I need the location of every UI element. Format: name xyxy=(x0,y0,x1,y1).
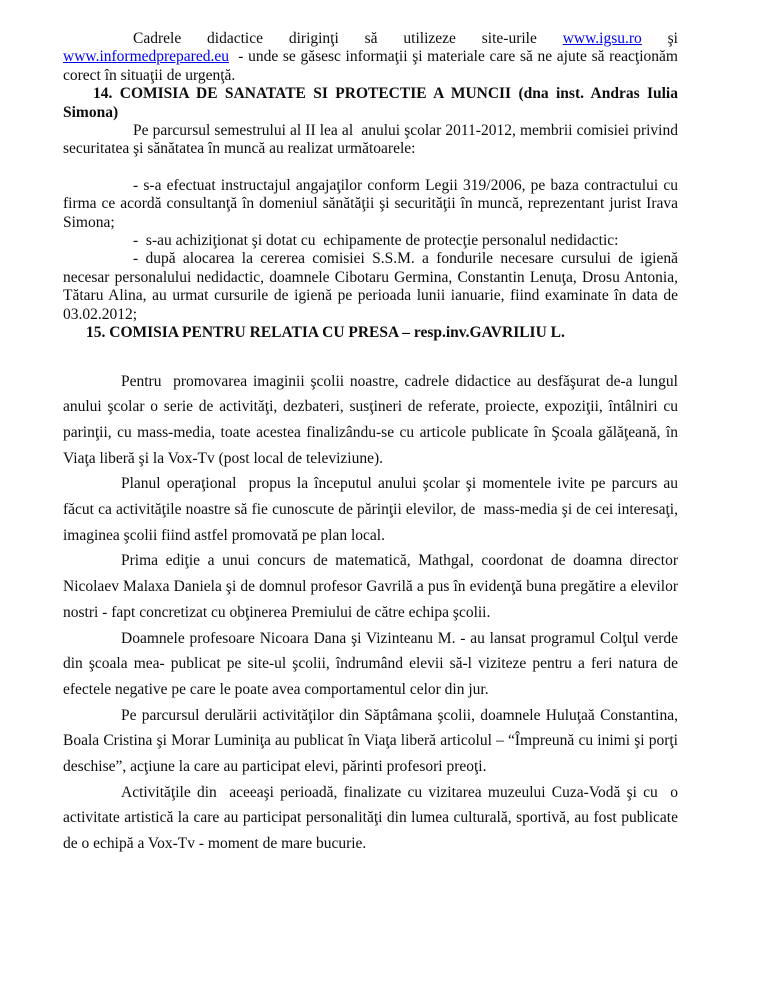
section-14-item-list xyxy=(63,176,682,324)
section-15-paragraph: Pe parcursul derulării activităţilor din Săptâmana şcolii, doamnele Huluţaă Constantina, Boala Cristina şi Morar Luminiţa au publicat în Viaţa liberă articolul – “Împreună cu inimi şi porţi deschise”, acţiune la care au participat elevi, părinti profesori preoţi. xyxy=(63,706,682,776)
section-15-paragraph: Doamnele profesoare Nicoara Dana şi Vizinteanu M. - au lansat programul Colţul verde din şcoala mea- publicat pe site-ul şcolii, îndrumând elevii să-l viziteze pentru a feri natura de efectele negative pe care le poate avea comportamentul celor din jur. xyxy=(63,629,682,698)
intro-text-after-links: - unde se găsesc informaţii şi materiale care să ne ajute să reacţionăm corect în situaţii de urgenţă. xyxy=(63,48,682,84)
section-15-paragraph: Prima ediţie a unui concurs de matematică, Mathgal, coordonat de doamna director Nicolaev Malaxa Daniela şi de domnul profesor Gavrilă a pus în evidenţă buna pregătire a elevilor nostri - fapt concretizat cu obţinerea Premiului de către echipa şcolii. xyxy=(63,552,682,621)
link-igsu-ro[interactable]: www.igsu.ro xyxy=(562,30,642,47)
section-14-list-item: - s-a efectuat instructajul angajaţilor conform Legii 319/2006, pe baza contractului cu firma ce acordă consultanţă în domeniul sănătăţii şi securităţii în muncă, reprezentant jurist Irava Simona; xyxy=(63,176,682,231)
section-14-lead-paragraph: Pe parcursul semestrului al II lea al anului şcolar 2011-2012, membrii comisiei privind securitatea şi sănătatea în muncă au realizat următoarele: xyxy=(63,122,682,158)
section-14-list-item: - s-au achiziţionat şi dotat cu echipamente de protecţie personalul nedidactic: xyxy=(133,232,619,250)
document-content xyxy=(63,30,682,857)
section-15-paragraph: Activităţile din aceeaşi perioadă, finalizate cu vizitarea muzeului Cuza-Vodă şi cu o activitate artistică la care au participat personalităţi din lumea culturală, sportivă, au fost publicate de o echipă a Vox-Tv - moment de mare bucurie. xyxy=(63,783,682,853)
section-15-heading: 15. COMISIA PENTRU RELATIA CU PRESA – resp.inv.GAVRILIU L. xyxy=(86,324,565,342)
section-15-paragraph: Planul operaţional propus la începutul anului şcolar şi momentele ivite pe parcurs au făcut ca activităţile noastre să fie cunoscute de părinţii elevilor, de mass-media şi de cei interesaţi, imaginea şcolii fiind astfel promovată pe plan local. xyxy=(63,475,682,544)
intro-text-before-links: Cadrele didactice diriginţi să utilizeze site-urile xyxy=(133,30,563,47)
section-14-heading: 14. COMISIA DE SANATATE SI PROTECTIE A MUNCII (dna inst. Andras Iulia Simona) xyxy=(63,85,682,121)
intro-paragraph xyxy=(63,30,682,85)
section-14-list-item: - după alocarea la cererea comisiei S.S.M. a fondurile necesare cursului de igienă necesar personalului nedidactic, doamnele Cibotaru Germina, Constantin Lenuţa, Drosu Antonia, Tătaru Alina, au urmat cursurile de igienă pe perioada lunii ianuarie, fiind examinate în data de 03.02.2012; xyxy=(63,250,682,323)
section-15-body xyxy=(63,369,682,857)
section-15-paragraph: Pentru promovarea imaginii şcolii noastre, cadrele didactice au desfăşurat de-a lungul anului şcolar o serie de activităţi, dezbateri, susţineri de referate, proiecte, expoziţii, întâlniri cu parinţii, cu mass-media, toate acestea finalizându-se cu articole publicate în Şcoala gălăţeană, în Viaţa liberă şi la Vox-Tv (post local de televiziune). xyxy=(63,372,682,467)
intro-text-between-links: şi xyxy=(641,30,682,47)
link-informedprepared-eu[interactable]: www.informedprepared.eu xyxy=(63,48,229,66)
